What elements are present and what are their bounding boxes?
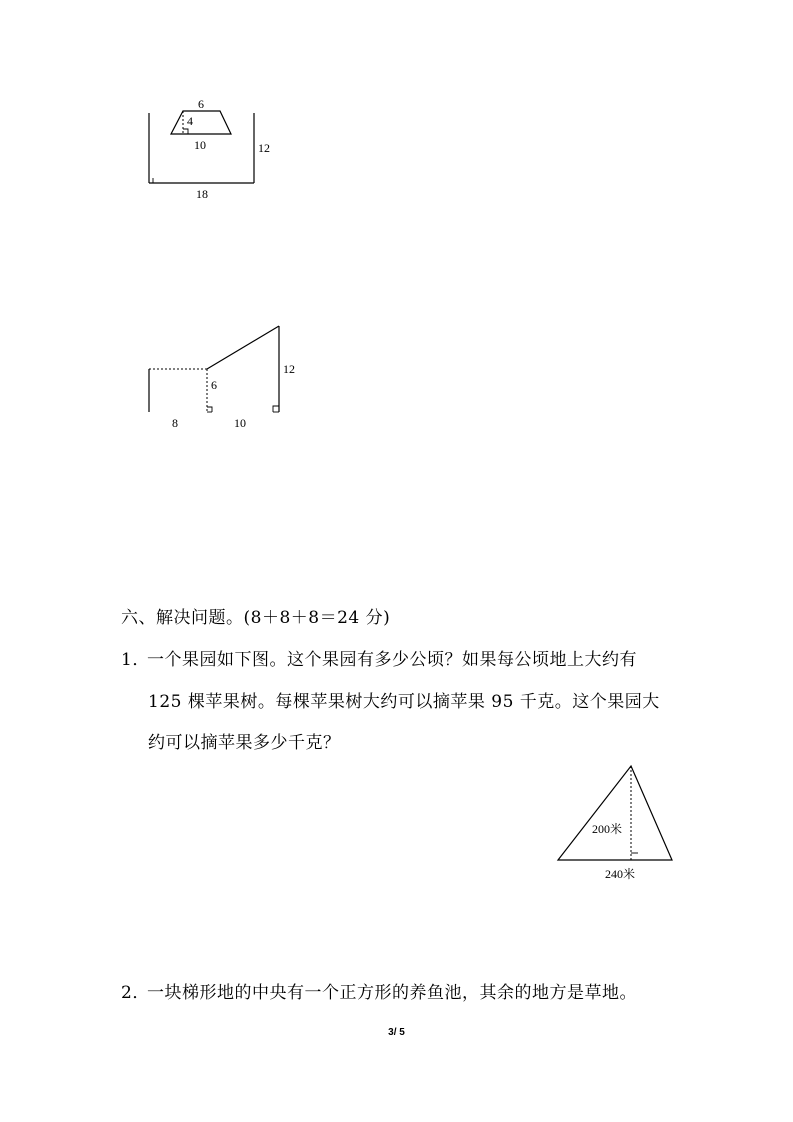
q1-line1: 一个果园如下图。这个果园有多少公顷？如果每公顷地上大约有 (147, 650, 637, 670)
figure-orchard-triangle (550, 760, 685, 885)
label-triangle-base: 240米 (605, 867, 636, 881)
q2-number: 2． (121, 983, 150, 1003)
label-left-width: 8 (172, 416, 178, 430)
figure-rectangle-trapezoid (140, 90, 290, 205)
page-number: 3/ 5 (388, 1027, 405, 1038)
section-heading: 六、解决问题。(8＋8＋8＝24 分) (121, 608, 391, 628)
q2-line1: 一块梯形地的中央有一个正方形的养鱼池，其余的地方是草地。 (147, 983, 637, 1003)
label-mid-height: 6 (211, 378, 217, 392)
label-rect-base: 18 (196, 187, 208, 201)
label-triangle-height: 200米 (592, 822, 623, 836)
label-trapezoid-height: 4 (187, 114, 193, 128)
label-right-width: 10 (234, 416, 246, 430)
label-right-height: 12 (283, 362, 295, 376)
label-bottom-width: 10 (194, 138, 206, 152)
label-rect-side: 12 (258, 141, 270, 155)
q1-number: 1． (121, 650, 150, 670)
q1-line2: 125 棵苹果树。每棵苹果树大约可以摘苹果 95 千克。这个果园大 (148, 692, 660, 712)
q1-line3: 约可以摘苹果多少千克？ (148, 733, 341, 753)
label-top-width: 6 (198, 97, 204, 111)
figure-composite-shape (140, 320, 310, 435)
